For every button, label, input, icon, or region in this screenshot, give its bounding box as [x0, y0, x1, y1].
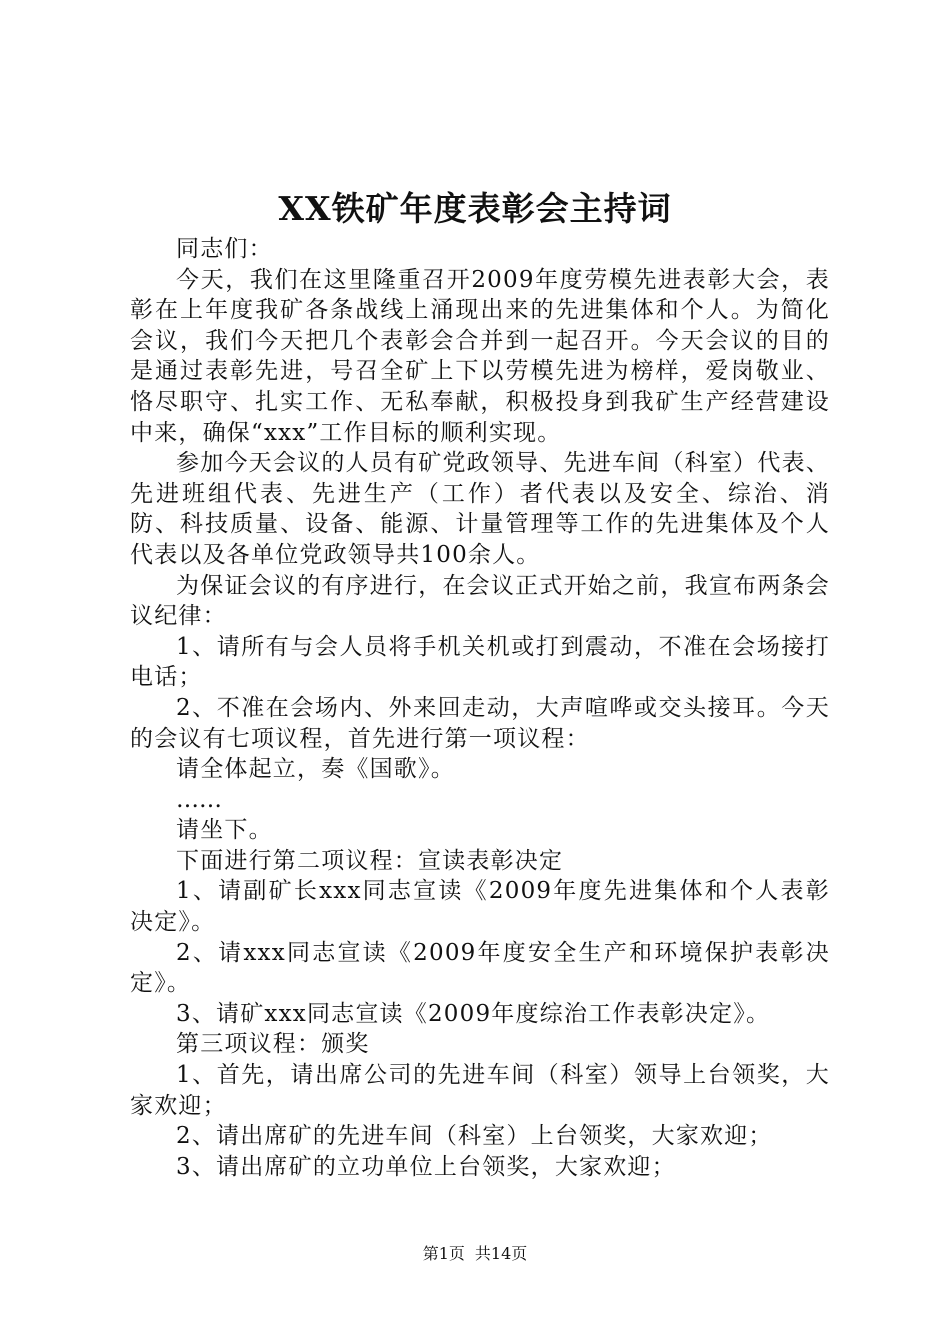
opening-paragraph: 今天，我们在这里隆重召开2009年度劳模先进表彰大会，表彰在上年度我矿各条战线上涌现出来的先进集体和个人。为简化会议，我们今天把几个表彰会合并到一起召开。今天会议的目的是通过表彰先进，号召全矿上下以劳模先进为榜样，爱岗敬业、恪尽职守、扎实工作、无私奉献，积极投身到我矿生产经营建设中来，确保“xxx”工作目标的顺利实现。 — [130, 266, 830, 446]
agenda-3-item-2: 2、请出席矿的先进车间（科室）上台领奖，大家欢迎； — [176, 1123, 773, 1150]
discipline-rule-2: 2、不准在会场内、外来回走动，大声喧哗或交头接耳。今天的会议有七项议程，首先进行第一项议程： — [130, 694, 830, 752]
page-number: 第1页 — [422, 1244, 465, 1263]
sit-down-paragraph: 请坐下。 — [176, 817, 273, 844]
document-body — [130, 234, 830, 1182]
agenda-2-heading: 下面进行第二项议程：宣读表彰决定 — [176, 847, 564, 874]
discipline-rule-1: 1、请所有与会人员将手机关机或打到震动，不准在会场接打电话； — [130, 633, 830, 691]
ellipsis-paragraph: …… — [176, 786, 222, 813]
page-footer — [0, 1242, 950, 1266]
attendees-paragraph: 参加今天会议的人员有矿党政领导、先进车间（科室）代表、先进班组代表、先进生产（工作）者代表以及安全、综治、消防、科技质量、设备、能源、计量管理等工作的先进集体及个人代表以及各单位党政领导共100余人。 — [130, 450, 830, 568]
anthem-paragraph: 请全体起立，奏《国歌》。 — [176, 756, 455, 783]
agenda-3-item-1: 1、首先，请出席公司的先进车间（科室）领导上台领奖，大家欢迎； — [130, 1062, 830, 1119]
agenda-2-item-1: 1、请副矿长xxx同志宣读《2009年度先进集体和个人表彰决定》。 — [130, 878, 830, 936]
document-title: XX铁矿年度表彰会主持词 — [278, 189, 672, 228]
agenda-3-item-3: 3、请出席矿的立功单位上台领奖，大家欢迎； — [176, 1153, 676, 1180]
agenda-2-item-2: 2、请xxx同志宣读《2009年度安全生产和环境保护表彰决定》。 — [130, 939, 830, 997]
discipline-intro-paragraph: 为保证会议的有序进行，在会议正式开始之前，我宣布两条会议纪律： — [130, 572, 830, 630]
page-total: 共14页 — [474, 1244, 528, 1263]
agenda-3-heading: 第三项议程：颁奖 — [176, 1031, 370, 1058]
agenda-2-item-3: 3、请矿xxx同志宣读《2009年度综治工作表彰决定》。 — [176, 1000, 771, 1027]
greeting-paragraph: 同志们： — [176, 236, 273, 262]
